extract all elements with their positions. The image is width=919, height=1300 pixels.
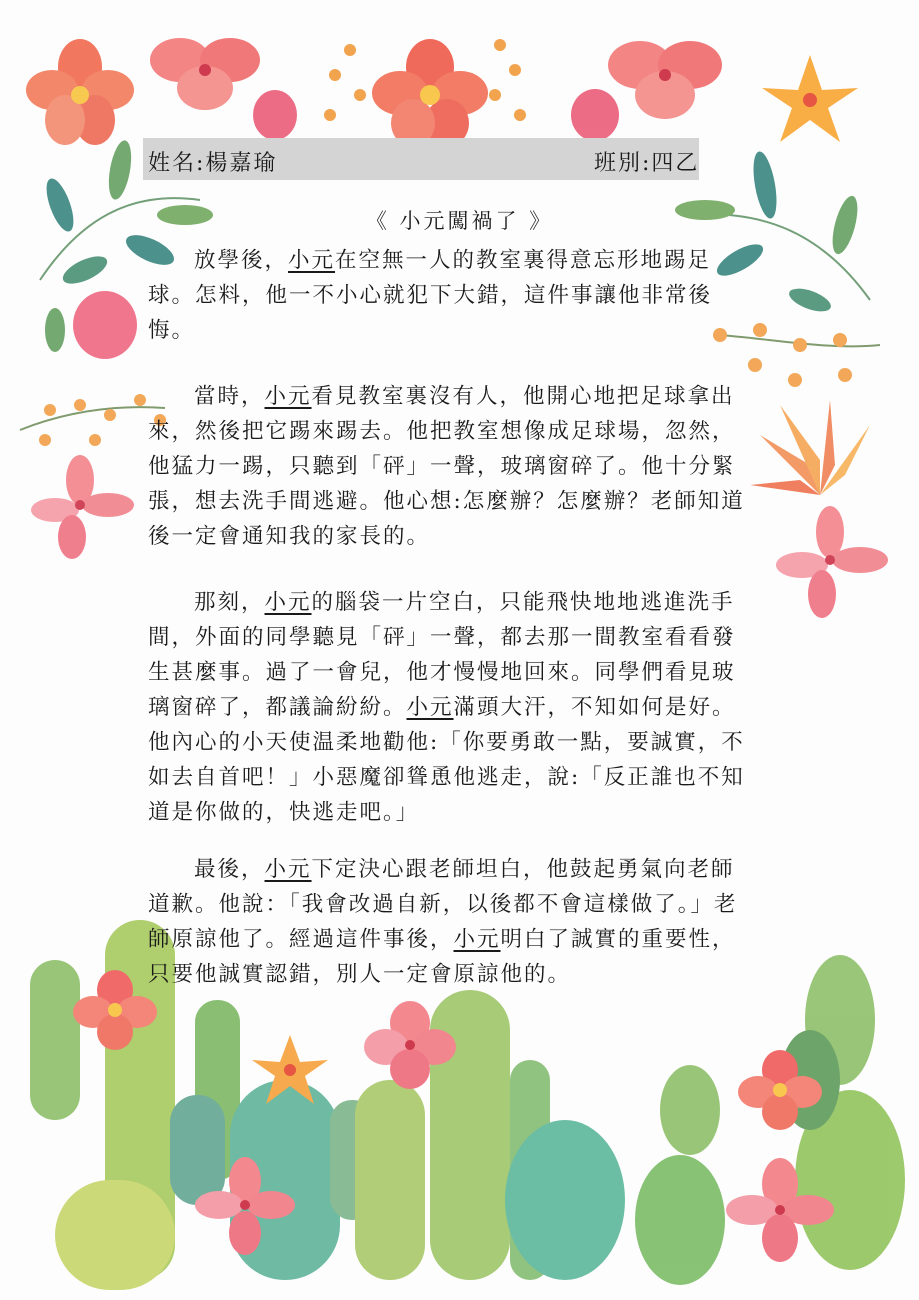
character-name: 小元 xyxy=(288,248,336,273)
character-name: 小元 xyxy=(264,590,312,615)
paragraph-text: 當時， xyxy=(194,384,265,409)
paragraph-1 xyxy=(148,243,753,348)
paragraph-text: 的腦袋一片空白，只能飛快地地逃進洗手間，外面的同學聽見「砰」一聲，都去那一間教室看看發生甚麼事。過了一會兒，他才慢慢地回來。同學們看見玻璃窗碎了，都議論紛紛。 xyxy=(148,590,736,720)
paragraph-text: 最後， xyxy=(194,857,265,882)
paragraph-text: 在空無一人的教室裏得意忘形地踢足球。怎料，他一不小心就犯下大錯，這件事讓他非常後悔。 xyxy=(148,248,713,343)
character-name: 小元 xyxy=(264,384,312,409)
student-name: 姓名:楊嘉瑜 xyxy=(148,151,278,176)
essay-title: 《 小元闖禍了 》 xyxy=(365,209,554,233)
class-label: 班別:四乙 xyxy=(594,151,700,176)
paragraph-text: 下定決心跟老師坦白，他鼓起勇氣向老師道歉。他說：「我會改過自新，以後都不會這樣做了。」老師原諒他了。經過這件事後， xyxy=(148,857,738,952)
paragraph-text: 滿頭大汗，不知如何是好。他內心的小天使温柔地勸他:「你要勇敢一點，要誠實，不如去自首吧！」小惡魔卻聳恿他逃走，說:「反正誰也不知道是你做的，快逃走吧。」 xyxy=(148,695,745,825)
paragraph-text: 看見教室裏沒有人，他開心地把足球拿出來，然後把它踢來踢去。他把教室想像成足球場，忽然，他猛力一踢，只聽到「砰」一聲，玻璃窗碎了。他十分緊張，想去洗手間逃避。他心想:怎麼辦？怎麼辦？老師知道後一定會通知我的家長的。 xyxy=(148,384,745,549)
character-name: 小元 xyxy=(406,695,454,720)
character-name: 小元 xyxy=(264,857,312,882)
paragraph-text: 那刻， xyxy=(194,590,265,615)
paragraph-text: 明白了誠實的重要性，只要他誠實認錯，別人一定會原諒他的。 xyxy=(148,927,736,987)
character-name: 小元 xyxy=(453,927,501,952)
top-flower-border xyxy=(26,38,858,147)
paragraph-2 xyxy=(148,379,753,554)
paragraph-3 xyxy=(148,585,753,830)
paragraph-text: 放學後， xyxy=(194,248,289,273)
paragraph-4 xyxy=(148,852,753,992)
